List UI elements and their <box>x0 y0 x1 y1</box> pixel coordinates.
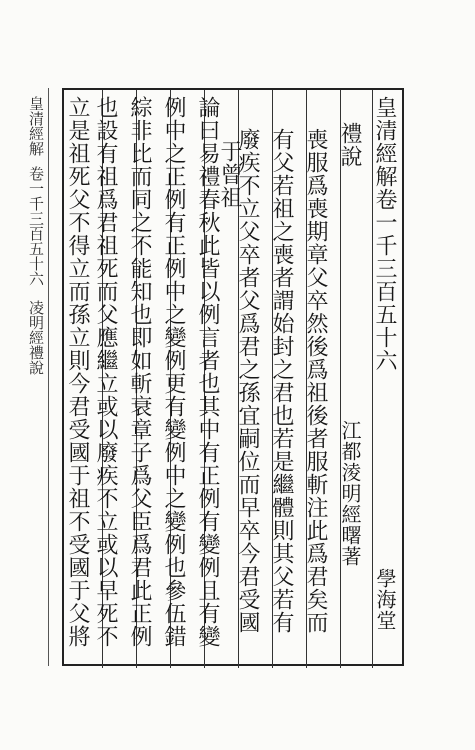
spine-section: 凌明經禮說 <box>27 300 45 375</box>
author-credit: 江都淩明經曙著 <box>338 420 362 567</box>
column-rule <box>340 90 341 668</box>
section-heading: 禮說 <box>337 122 362 168</box>
text-column: 喪服爲喪期章父卒然後爲祖後者服斬注此爲君矣而 <box>303 128 328 634</box>
spine-volume: 卷一千三百五十六 <box>27 166 45 286</box>
text-column: 有父若祖之喪者謂始封之君也若是繼體則其父若有 <box>269 128 294 634</box>
publisher-name: 學海堂 <box>373 568 397 631</box>
text-column: 立是祖死父不得立而孫立則今君受國于祖不受國于父將 <box>65 96 90 648</box>
text-column: 也設有祖爲君祖死而父應繼立或以廢疾不立或以早死不 <box>93 96 118 648</box>
text-column: 例中之正例有正例中之變例更有變例中之變例也參伍錯 <box>161 96 186 648</box>
spine-rule <box>48 88 49 666</box>
text-column: 廢疾不立父卒者父爲君之孫宜嗣位而早卒今君受國 <box>235 128 260 634</box>
text-column: 論曰易禮春秋此皆以例言者也其中有正例有變例且有變 <box>195 96 220 648</box>
text-column: 綜非比而同之不能知也即如斬衰章子爲父臣爲君此正例 <box>127 96 152 648</box>
volume-title: 皇清經解卷一千三百五十六 <box>372 96 397 372</box>
text-column: 于曾祖 <box>217 140 242 209</box>
spine-title: 皇清經解 <box>27 96 45 156</box>
